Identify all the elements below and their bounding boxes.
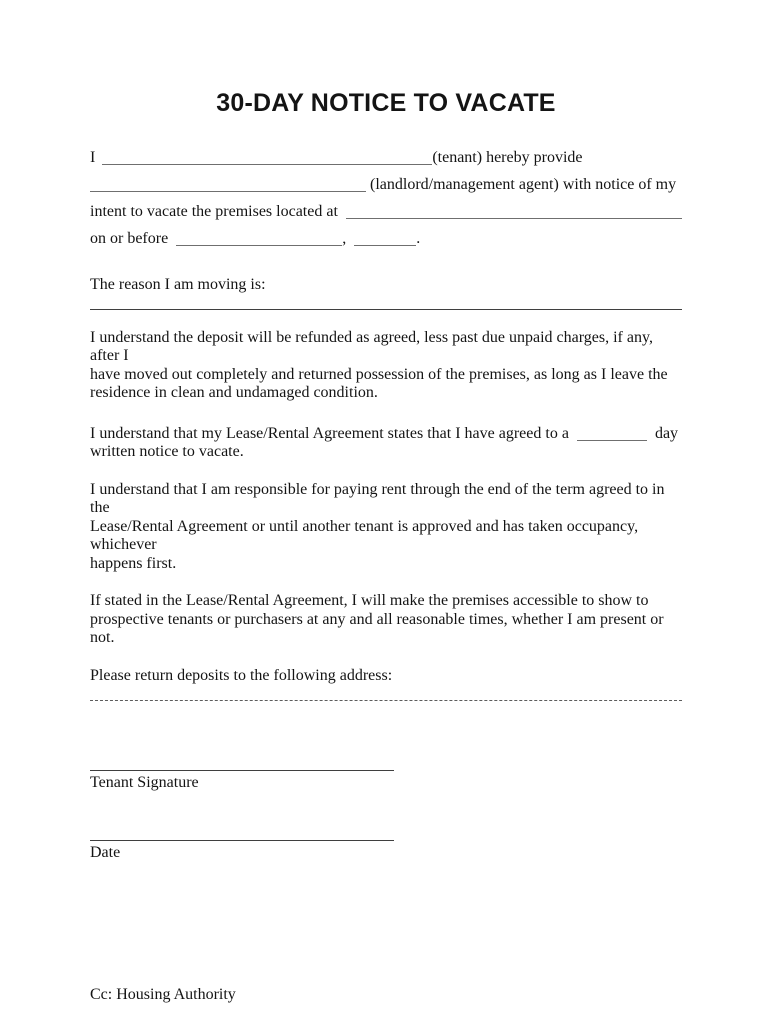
rent-paragraph-line: I understand that I am responsible for paying rent through the end of the term agreed to in the	[90, 480, 665, 516]
rent-paragraph-line: happens first.	[90, 554, 177, 572]
notice-days-before-blank: I understand that my Lease/Rental Agreement states that I have agreed to a	[90, 424, 569, 442]
tenant-signature-label: Tenant Signature	[90, 774, 199, 791]
cc-housing-authority: Cc: Housing Authority	[90, 986, 236, 1003]
landlord-name-blank[interactable]	[90, 176, 366, 192]
intro-line4-comma: ,	[342, 230, 347, 247]
notice-days-line1	[90, 422, 682, 444]
intro-line-premises	[90, 200, 682, 227]
access-paragraph-line: prospective tenants or purchasers at any and all reasonable times, whether I am present or not.	[90, 610, 664, 646]
intro-line4-prefix: on or before	[90, 230, 169, 247]
rent-paragraph-line: Lease/Rental Agreement or until another tenant is approved and has taken occupancy, whichever	[90, 517, 639, 553]
deposits-address-section	[90, 667, 682, 702]
tenant-signature-line[interactable]	[90, 770, 394, 771]
vacate-date-blank[interactable]	[176, 230, 342, 246]
deposit-paragraph-line: have moved out completely and returned possession of the premises, as long as I leave the	[90, 365, 668, 383]
notice-days-line2: written notice to vacate.	[90, 443, 244, 460]
intro-section	[90, 146, 682, 254]
reason-answer-line[interactable]	[90, 309, 682, 310]
access-paragraph	[90, 592, 682, 648]
reason-label: The reason I am moving is:	[90, 276, 266, 293]
tenant-name-blank[interactable]	[102, 149, 432, 165]
deposit-paragraph-line: residence in clean and undamaged condition.	[90, 384, 378, 401]
vacate-year-blank[interactable]	[354, 230, 416, 246]
intro-line2-suffix: (landlord/management agent) with notice of my	[370, 176, 677, 193]
intro-line3-prefix: intent to vacate the premises located at	[90, 203, 338, 220]
intro-line-tenant	[90, 146, 682, 173]
deposits-address-label: Please return deposits to the following address:	[90, 666, 393, 684]
deposit-return-address-blank[interactable]	[90, 700, 682, 701]
notice-days-paragraph	[90, 422, 682, 462]
intro-line-date	[90, 227, 682, 254]
intro-line-landlord	[90, 173, 682, 200]
date-label: Date	[90, 844, 121, 861]
deposit-paragraph-line: I understand the deposit will be refunded as agreed, less past due unpaid charges, if any, after I	[90, 328, 653, 364]
intro-line4-period: .	[416, 230, 421, 247]
reason-section	[90, 276, 682, 310]
document-title: 30-DAY NOTICE TO VACATE	[216, 89, 556, 117]
premises-address-blank[interactable]	[346, 203, 682, 219]
intro-line1-prefix: I	[90, 149, 96, 166]
signature-section	[90, 770, 682, 862]
notice-days-after-blank: day	[654, 424, 679, 442]
date-line[interactable]	[90, 840, 394, 841]
intro-line1-suffix: (tenant) hereby provide	[432, 149, 583, 166]
access-paragraph-line: If stated in the Lease/Rental Agreement, I will make the premises accessible to show to	[90, 592, 649, 609]
rent-paragraph	[90, 481, 682, 574]
deposit-paragraph	[90, 329, 682, 403]
notice-days-blank[interactable]	[577, 425, 647, 441]
